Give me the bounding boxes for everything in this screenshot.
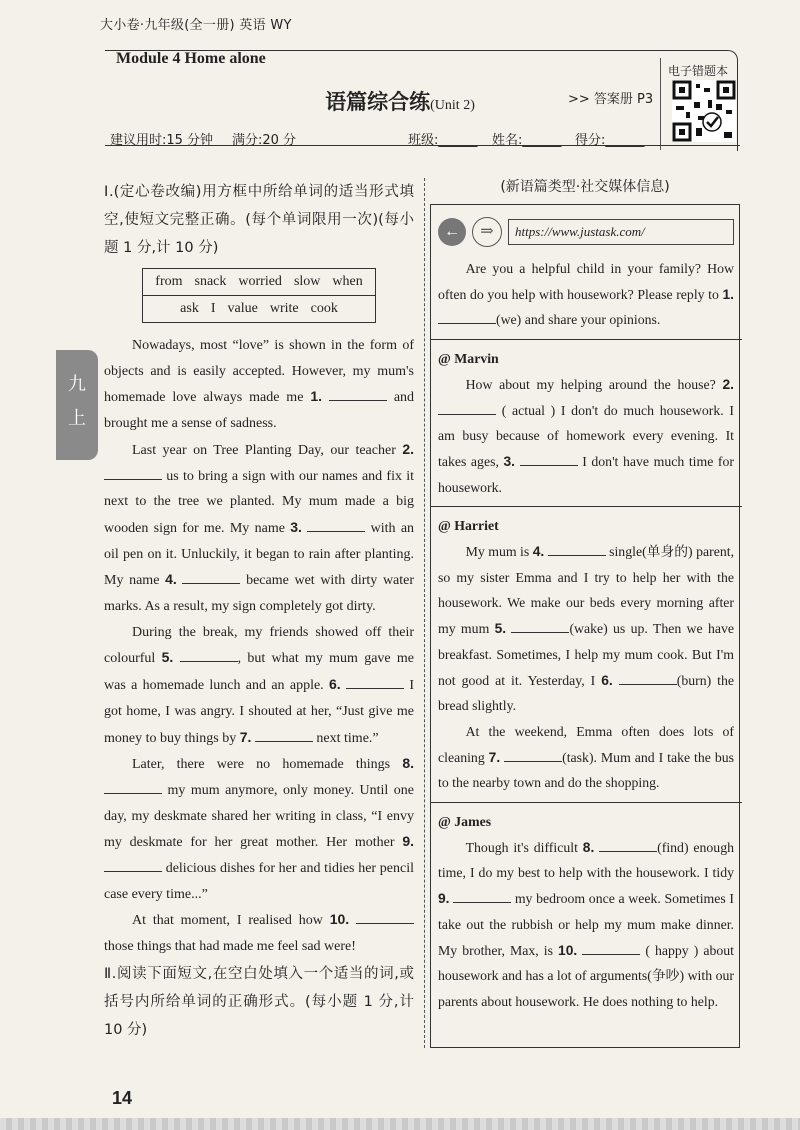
forward-arrow-icon[interactable]: ⇒	[472, 217, 502, 247]
answer-blank[interactable]	[104, 779, 162, 794]
answer-blank[interactable]	[104, 465, 162, 480]
answer-blank[interactable]	[599, 837, 657, 852]
page-number: 14	[112, 1088, 133, 1108]
url-field[interactable]: https://www.justask.com/	[508, 219, 734, 245]
reply-marvin: How about my helping around the house? 2. ( actual ) I don't do much housework. I am busy because of homework every evening. It takes ages, 3. I don't have much time for housework.	[438, 376, 735, 495]
word-box-row: ask I value write cook	[143, 295, 375, 322]
score-field[interactable]: 得分:______	[575, 133, 645, 148]
paragraph: At that moment, I realised how 10. those things that had made me feel sad were!	[104, 907, 414, 959]
answer-blank[interactable]	[453, 888, 511, 903]
genre-label: (新语篇类型·社交媒体信息)	[500, 179, 670, 195]
back-arrow-icon[interactable]: ←	[438, 218, 466, 246]
reply-harriet: My mum is 4. single(单身的) parent, so my sister Emma and I try to help her with the housework. We make our beds every morning after my mum 5. (wake) us up. Then we have breakfast. Sometimes, I help my mum cook. But I'm not good at it. Yesterday, I 6. (burn) the bread slightly.	[438, 539, 734, 719]
title-unit: (Unit 2)	[430, 98, 475, 113]
answer-blank[interactable]	[520, 451, 578, 466]
browser-bar	[438, 212, 734, 252]
paragraph: During the break, my friends showed off their colourful 5. , but what my mum gave me was a homemade lunch and an apple. 6. I got home, I was angry. I shouted at her, “Just give me money to buy things by 7. next time.”	[104, 624, 415, 746]
answer-blank[interactable]	[619, 670, 677, 685]
module-title: Module 4 Home alone	[116, 50, 266, 67]
answer-reference: >> 答案册 P3	[568, 92, 654, 107]
instruction-part2: Ⅱ.阅读下面短文,在空白处填入一个适当的词,或括号内所给单词的正确形式。(每小题 1 分,计 10 分)	[104, 965, 414, 1038]
answer-blank[interactable]	[356, 909, 414, 924]
answer-blank[interactable]	[346, 674, 404, 689]
post-divider	[430, 506, 742, 507]
qr-label: 电子错题本	[668, 64, 729, 78]
word-box-row: from snack worried slow when	[155, 274, 363, 289]
right-column	[438, 212, 734, 1015]
title-main: 语篇综合练	[325, 90, 431, 114]
column-divider	[424, 178, 425, 1048]
series-title: 大小卷·九年级(全一册) 英语 WY	[100, 18, 292, 33]
answer-blank[interactable]	[104, 857, 162, 872]
answer-blank[interactable]	[255, 727, 313, 742]
username-harriet: @ Harriet	[438, 518, 499, 534]
answer-blank[interactable]	[180, 647, 238, 662]
answer-blank[interactable]	[438, 309, 496, 324]
left-column	[104, 178, 414, 1044]
answer-blank[interactable]	[438, 400, 496, 415]
username-james: @ James	[438, 814, 492, 830]
reply-harriet-2: At the weekend, Emma often does lots of cleaning 7. (task). Mum and I take the bus to the nearby town and do the shopping.	[438, 723, 734, 791]
name-field[interactable]: 姓名:______	[492, 133, 562, 148]
username-marvin: @ Marvin	[438, 351, 499, 367]
side-tab-label: 九上	[68, 374, 86, 429]
page-edge	[0, 1118, 800, 1130]
answer-blank[interactable]	[504, 747, 562, 762]
post-divider	[430, 802, 742, 803]
answer-blank[interactable]	[329, 386, 387, 401]
suggested-time: 建议用时:15 分钟	[110, 133, 214, 148]
answer-blank[interactable]	[307, 517, 365, 532]
class-field[interactable]: 班级:______	[408, 133, 478, 148]
answer-blank[interactable]	[511, 618, 569, 633]
word-box	[142, 268, 376, 323]
qr-code-icon[interactable]	[672, 80, 736, 142]
paragraph: Nowadays, most “love” is shown in the form of objects and is easily accepted. However, my mum's homemade love always made me 1. and brought me a sense of sadness.	[104, 338, 415, 432]
answer-blank[interactable]	[548, 541, 606, 556]
reply-james: Though it's difficult 8. (find) enough time, I do my best to help with the housework. I tidy 9. my bedroom once a week. Sometimes I take out the rubbish or help my mum make dinner. My brother, Max, is 10. ( happy ) about housework and has a lot of arguments(争吵) with our parents about housework. He does nothing to help.	[438, 835, 734, 1015]
full-score: 满分:20 分	[232, 133, 297, 148]
post-intro: Are you a helpful child in your family? How often do you help with housework? Please reply to 1. (we) and share your opinions.	[438, 261, 735, 328]
post-divider	[430, 339, 742, 340]
paragraph: Later, there were no homemade things 8. my mum anymore, only money. Until one day, my deskmate shared her writing in class, “I envy my deskmate for her great mother. Her mother 9. delicious dishes for her and tidies her pencil case every time...”	[104, 755, 414, 902]
paragraph: Last year on Tree Planting Day, our teacher 2. us to bring a sign with our names and fix it next to the tree we planted. My mum made a big wooden sign for me. My name 3. with an oil pen on it. Unluckily, it began to rain after planting. My name 4. became wet with dirty water marks. As a result, my sign completely got dirty.	[104, 440, 415, 615]
answer-blank[interactable]	[182, 569, 240, 584]
answer-blank[interactable]	[582, 940, 640, 955]
instruction-part1: Ⅰ.(定心卷改编)用方框中所给单词的适当形式填空,使短文完整正确。(每个单词限用一次)(每小题 1 分,计 10 分)	[104, 184, 414, 256]
